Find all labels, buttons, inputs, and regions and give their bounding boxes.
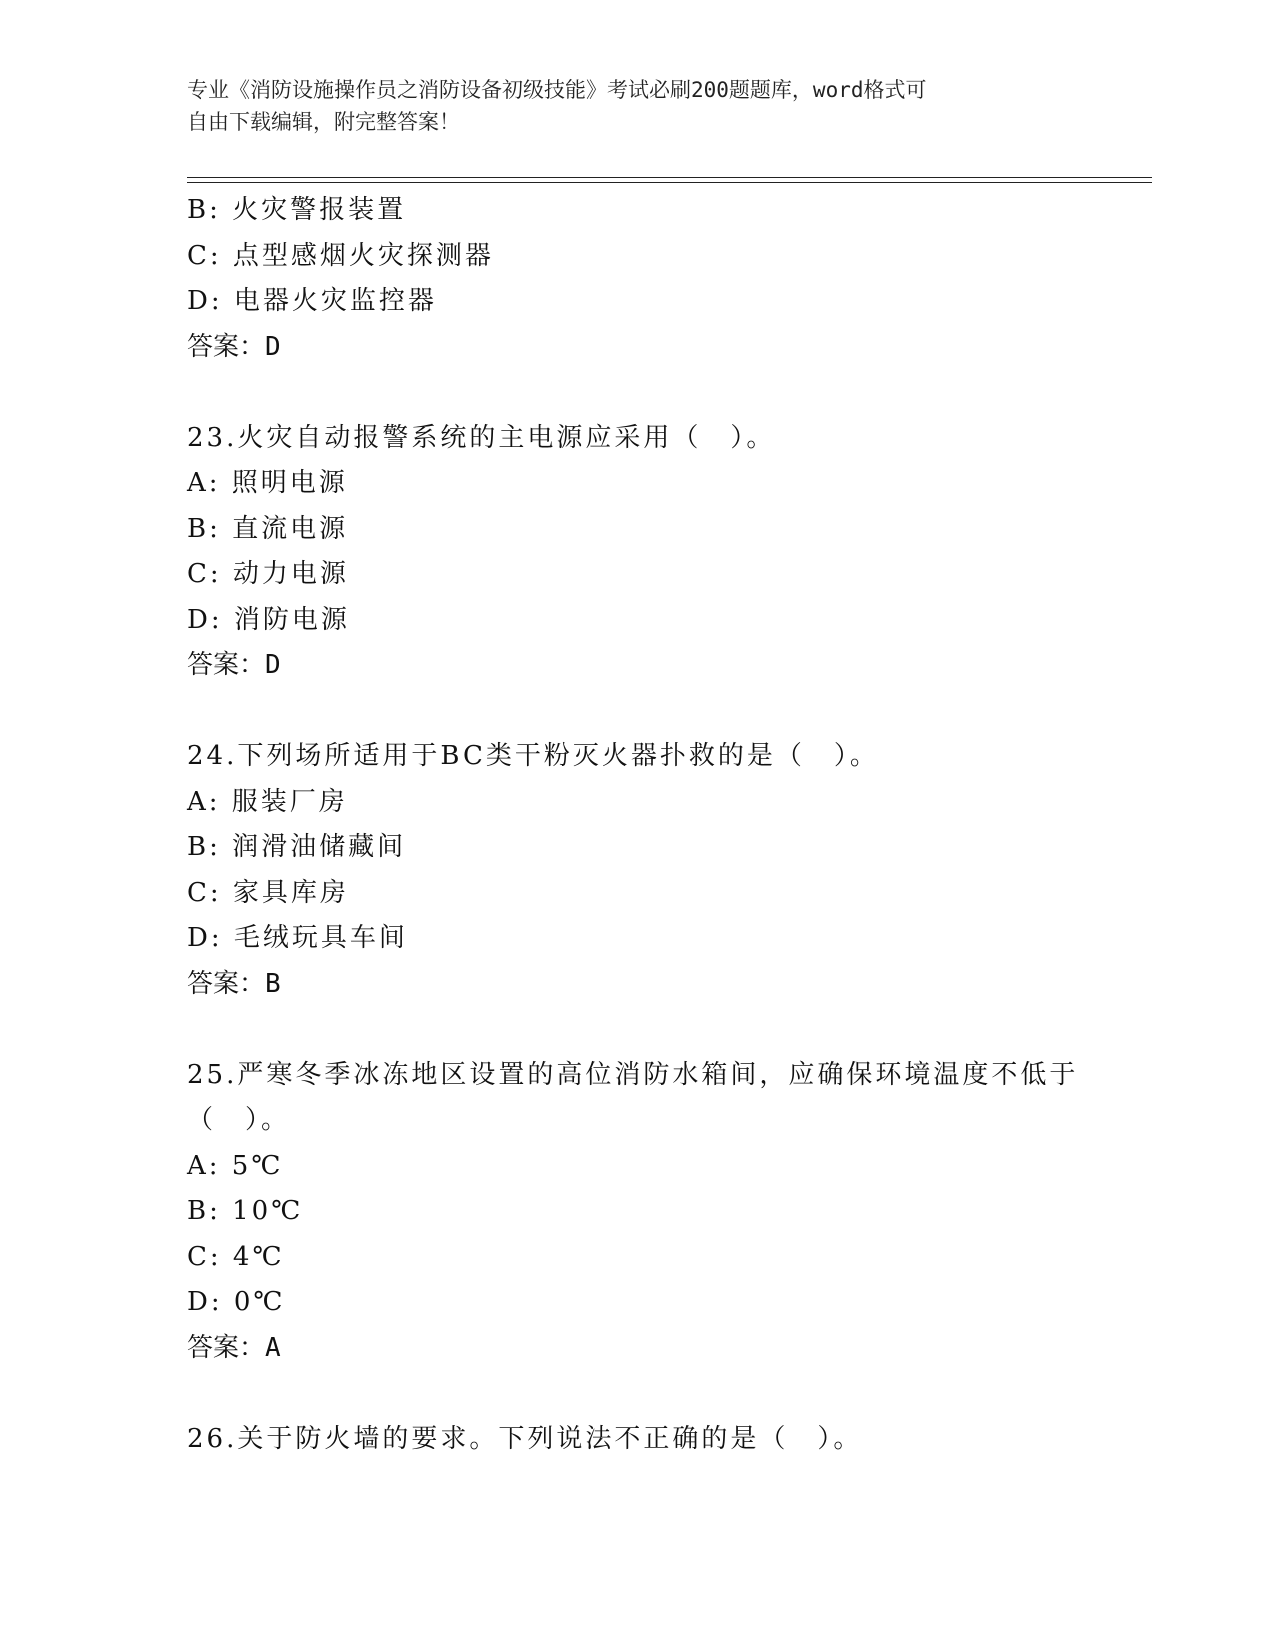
option-c: C: 家具库房 <box>187 877 349 908</box>
question-stem-line-2: （ ）。 <box>187 1105 291 1135</box>
header-line-1: 专业《消防设施操作员之消防设备初级技能》考试必刷200题题库，word格式可 <box>187 78 927 102</box>
answer-line: 答案：A <box>187 1332 281 1363</box>
document-header <box>187 74 1067 138</box>
question-24 <box>187 734 1087 1007</box>
option-b: B: 火灾警报装置 <box>187 195 407 225</box>
answer-line: 答案：D <box>187 331 281 362</box>
option-b: B: 润滑油储藏间 <box>187 832 407 862</box>
question-25 <box>187 1053 1087 1372</box>
header-rule-bottom <box>187 182 1152 183</box>
question-stem: 24.下列场所适用于BC类干粉灭火器扑救的是（ ）。 <box>187 741 879 771</box>
option-d: D: 消防电源 <box>187 604 350 635</box>
header-line-2: 自由下载编辑，附完整答案！ <box>187 110 460 134</box>
option-c: C: 动力电源 <box>187 559 349 589</box>
question-22-tail <box>187 188 1087 370</box>
option-d: D: 0℃ <box>187 1287 286 1317</box>
option-a: A: 5℃ <box>187 1150 284 1181</box>
question-stem-line-1: 25.严寒冬季冰冻地区设置的高位消防水箱间，应确保环境温度不低于 <box>187 1059 1079 1090</box>
option-d: D: 电器火灾监控器 <box>187 286 437 316</box>
option-d: D: 毛绒玩具车间 <box>187 923 408 953</box>
option-a: A: 照明电源 <box>187 468 348 498</box>
option-a: A: 服装厂房 <box>187 786 348 817</box>
answer-line: 答案：D <box>187 650 281 680</box>
question-23 <box>187 416 1087 689</box>
option-b: B: 10℃ <box>187 1196 304 1226</box>
question-26 <box>187 1417 1087 1463</box>
spacer <box>187 689 1087 735</box>
option-b: B: 直流电源 <box>187 513 349 544</box>
question-stem: 23.火灾自动报警系统的主电源应采用（ ）。 <box>187 422 776 453</box>
spacer <box>187 1007 1087 1053</box>
question-list <box>187 188 1087 1462</box>
spacer <box>187 1371 1087 1417</box>
spacer <box>187 370 1087 416</box>
header-rule-top <box>187 177 1152 178</box>
question-stem: 26.关于防火墙的要求。下列说法不正确的是（ ）。 <box>187 1423 863 1454</box>
option-c: C: 4℃ <box>187 1241 285 1272</box>
option-c: C: 点型感烟火灾探测器 <box>187 240 494 271</box>
answer-line: 答案：B <box>187 968 281 999</box>
